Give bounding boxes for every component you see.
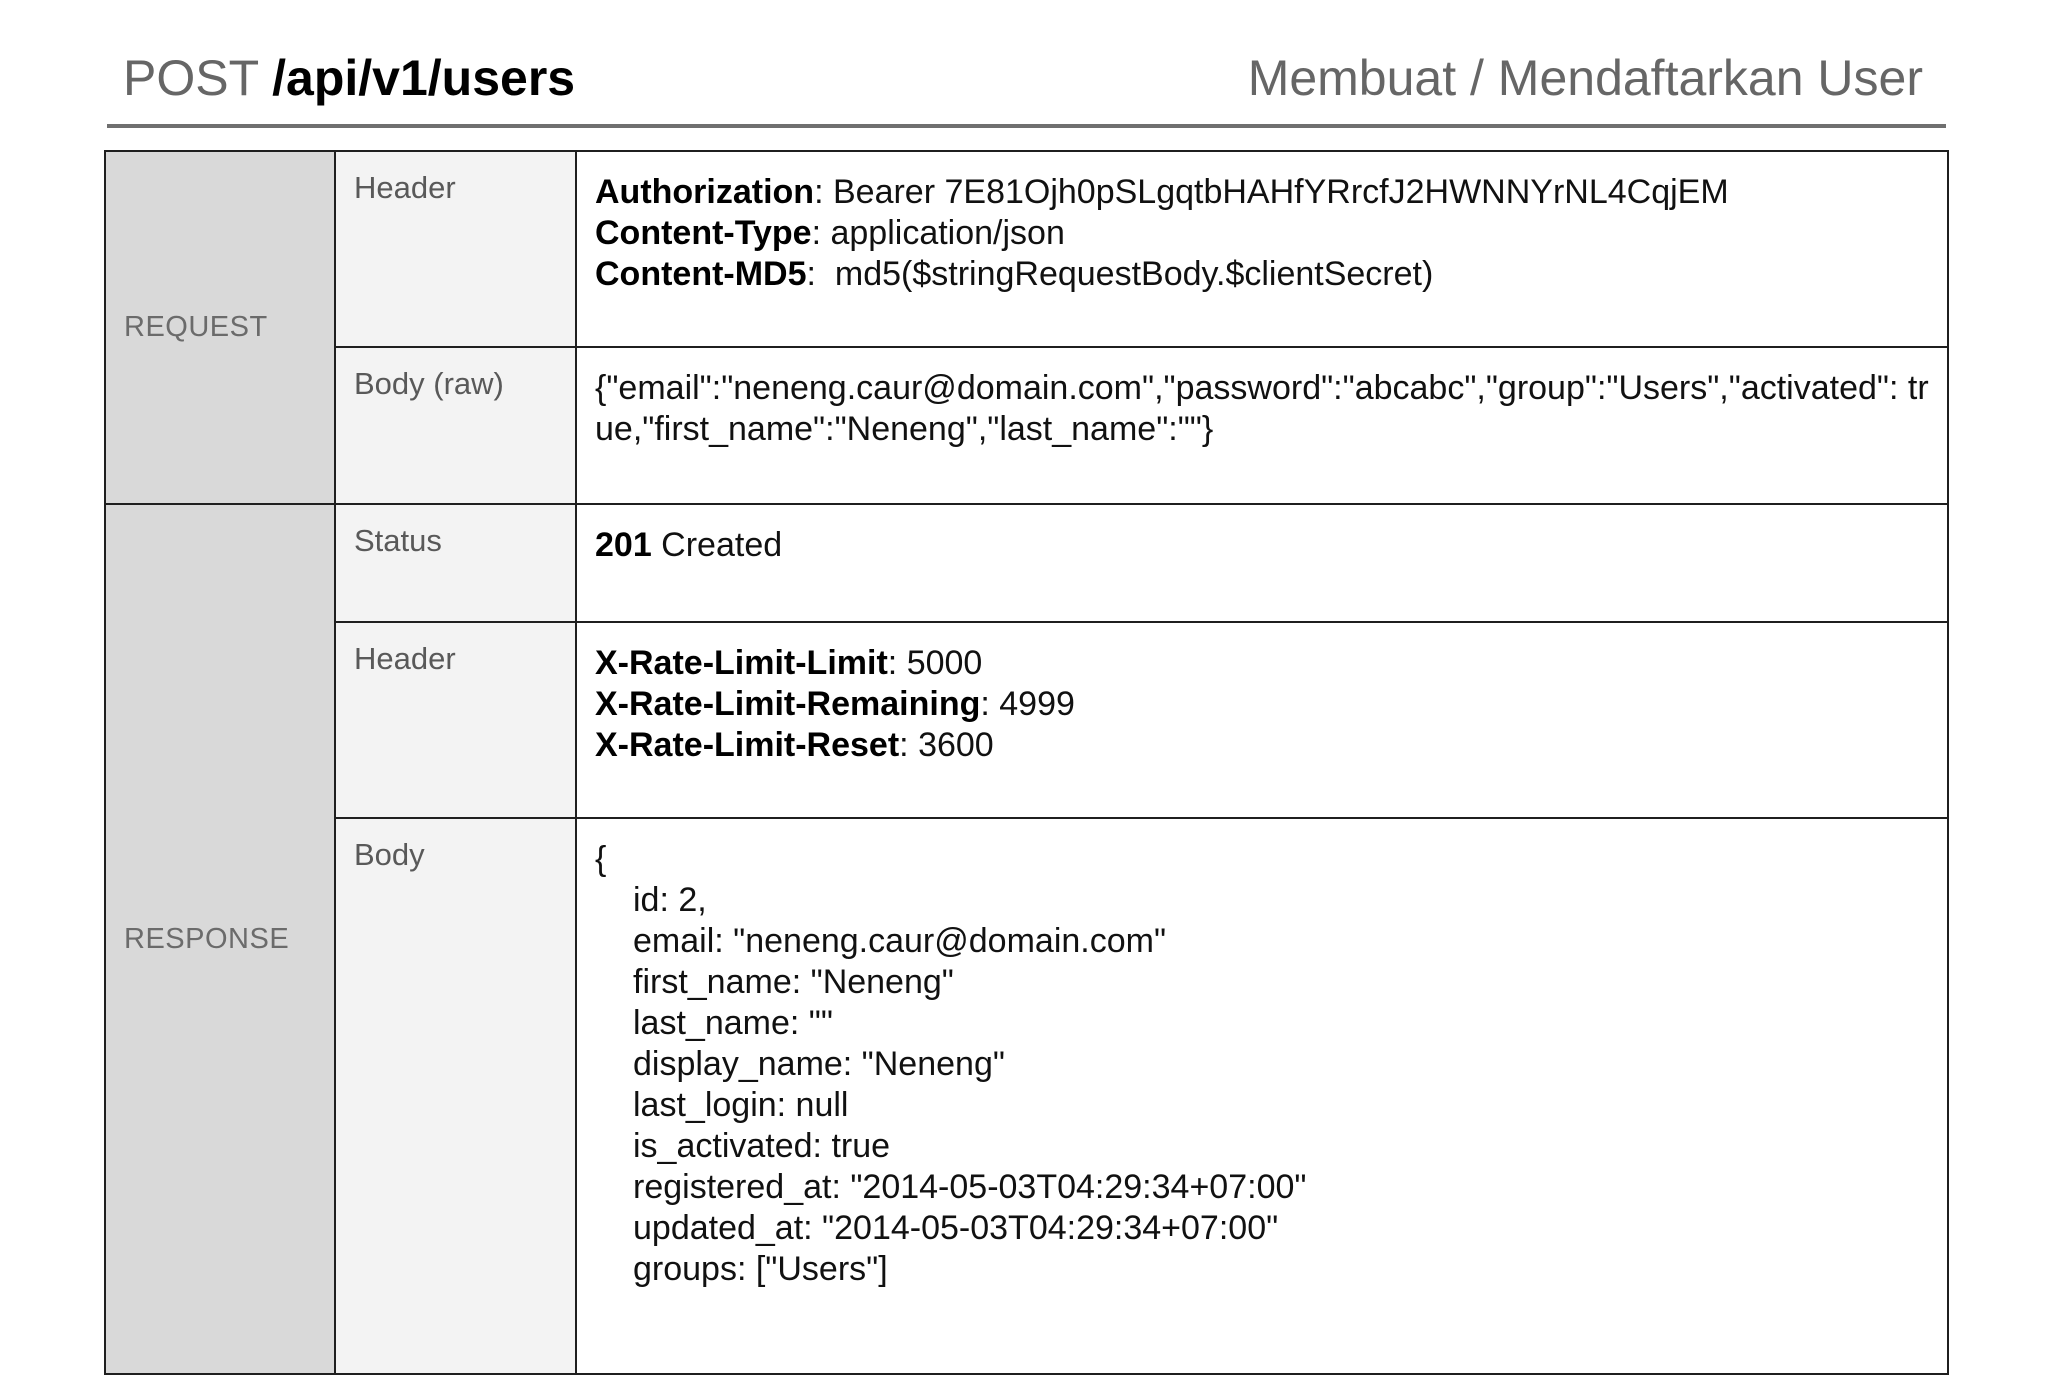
status-line	[595, 525, 1929, 566]
request-header-line	[595, 172, 1929, 213]
request-body-row	[105, 347, 1948, 504]
response-headers	[576, 622, 1948, 818]
response-header-line	[595, 684, 1929, 725]
header-value: md5($stringRequestBody.$clientSecret)	[834, 255, 1434, 293]
endpoint-path: /api/v1/users	[272, 50, 576, 106]
response-body-line: updated_at: "2014-05-03T04:29:34+07:00"	[633, 1209, 1279, 1247]
header-separator: :	[814, 173, 833, 211]
title-bar	[123, 44, 1923, 112]
header-separator: :	[980, 685, 1000, 723]
response-body-line: groups: ["Users"]	[633, 1250, 888, 1288]
request-section-label: REQUEST	[105, 151, 335, 504]
response-header-line	[595, 725, 1929, 766]
header-key: Content-MD5	[595, 255, 807, 293]
header-key: Authorization	[595, 173, 815, 211]
response-body-line: id: 2,	[633, 881, 707, 919]
response-body-line: last_login: null	[633, 1086, 849, 1124]
request-body	[576, 347, 1948, 504]
header-value: 5000	[906, 644, 983, 682]
header-value: Bearer 7E81Ojh0pSLgqtbHAHfYRrcfJ2HWNNYrNL4CqjEM	[832, 173, 1729, 211]
response-header-line	[595, 643, 1929, 684]
header-separator: :	[887, 644, 907, 682]
http-method: POST	[123, 50, 259, 106]
title-divider	[107, 124, 1946, 128]
endpoint-spec-table	[104, 150, 1949, 1375]
request-body-label: Body (raw)	[335, 347, 576, 504]
header-key: X-Rate-Limit-Remaining	[595, 685, 981, 723]
response-body-line: display_name: "Neneng"	[633, 1045, 1005, 1083]
header-value: 4999	[999, 685, 1075, 723]
header-key: Content-Type	[595, 214, 812, 252]
response-status	[576, 504, 1948, 622]
request-body-json: {"email":"neneng.caur@domain.com","password":"abcabc","group":"Users","activated": true,"first_name":"Neneng","last_name":""}	[595, 369, 1929, 448]
response-status-label: Status	[335, 504, 576, 622]
response-section-label: RESPONSE	[105, 504, 335, 1374]
response-body-line: registered_at: "2014-05-03T04:29:34+07:00"	[633, 1168, 1307, 1206]
response-header-label: Header	[335, 622, 576, 818]
response-body-row	[105, 818, 1948, 1374]
status-text: Created	[651, 526, 783, 564]
response-body	[576, 818, 1948, 1374]
header-key: X-Rate-Limit-Reset	[595, 726, 900, 764]
endpoint-title	[123, 49, 575, 107]
response-body-line: is_activated: true	[633, 1127, 891, 1165]
header-separator: :	[811, 214, 831, 252]
response-status-row	[105, 504, 1948, 622]
status-code: 201	[595, 526, 652, 564]
request-header-line	[595, 213, 1929, 254]
request-header-line	[595, 254, 1929, 295]
response-body-line: last_name: ""	[633, 1004, 833, 1042]
response-body-line: email: "neneng.caur@domain.com"	[633, 922, 1167, 960]
response-body-line: first_name: "Neneng"	[633, 963, 954, 1001]
response-body-label: Body	[335, 818, 576, 1374]
request-header-row	[105, 151, 1948, 347]
endpoint-description: Membuat / Mendaftarkan User	[1247, 50, 1923, 106]
header-key: X-Rate-Limit-Limit	[595, 644, 888, 682]
response-header-row	[105, 622, 1948, 818]
request-headers	[576, 151, 1948, 347]
header-separator: :	[899, 726, 919, 764]
header-value: 3600	[918, 726, 994, 764]
response-body-open-brace: {	[595, 840, 607, 878]
header-value: application/json	[830, 214, 1065, 252]
header-separator: :	[806, 255, 835, 293]
request-header-label: Header	[335, 151, 576, 347]
